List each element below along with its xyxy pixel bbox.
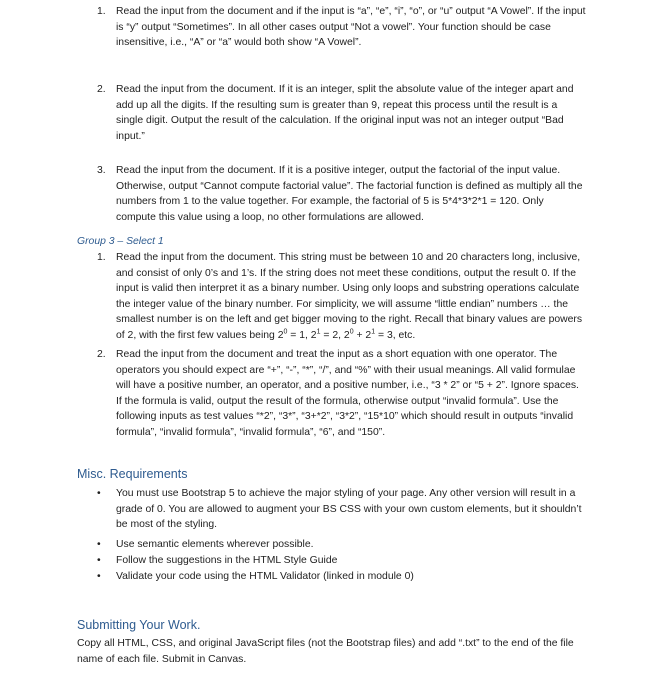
bullet-icon: • — [97, 539, 101, 550]
bullet-icon: • — [97, 571, 101, 582]
bullet-text: Follow the suggestions in the HTML Style Guide — [116, 555, 338, 566]
group2-list — [97, 0, 587, 230]
group3-list — [97, 250, 587, 465]
misc-bullet-list — [97, 486, 587, 586]
submit-text: Copy all HTML, CSS, and original JavaScript files (not the Bootstrap files) and add “.txt” to the end of the file name of each file. Submit in Canvas. — [77, 638, 574, 665]
bullet-icon: • — [97, 488, 101, 499]
group3-heading: Group 3 – Select 1 — [77, 236, 164, 247]
item-text: Read the input from the document. This string must be between 10 and 20 characters long, inclusive, and consist of only 0’s and 1’s. If the string does not meet these conditions, output the result 0. If the input is valid then interpret it as a binary number. Using only loops and substring operations calculate the integer value of the binary number. For simplicity, we will assume “little endian” numbers … the smallest number is on the left and get bigger moving to the right. Recall that binary values are powers of 2, with the first few values being $2^0 = 1$, $2^1 = 2$, $2^0 + 2^1 = 3$, etc. — [116, 252, 583, 341]
item-text: Read the input from the document. If it is a positive integer, output the factorial of the input value. Otherwise, output “Cannot compute factorial value”. The factorial function is defined as multiply all the numbers from 1 to the value together. For example, the factorial of 5 is 5*4*3*2*1 = 120. Only compute this value using a loop, no other formulations are allowed. — [116, 165, 583, 223]
item-number: 2. — [97, 84, 106, 95]
item-text: Read the input from the document and if the input is “a”, “e”, “i”, “o”, or “u” output “A Vowel”. If the input is “y” output “Sometimes”. In all other cases output “Not a vowel”. Your function should be case insensitive, i.e., “A” or “a” would both show “A Vowel”. — [116, 6, 586, 49]
item-text: Read the input from the document. If it is an integer, split the absolute value of the integer apart and add up all the digits. If the resulting sum is greater than 9, repeat this process until the result is a single digit. Output the result of the calculation. If the original input was not an integer output “Bad input.” — [116, 84, 574, 142]
misc-heading: Misc. Requirements — [77, 467, 188, 481]
submit-heading: Submitting Your Work. — [77, 618, 201, 632]
bullet-text: Use semantic elements wherever possible. — [116, 539, 314, 550]
bullet-text: Validate your code using the HTML Validator (linked in module 0) — [116, 571, 414, 582]
bullet-text: You must use Bootstrap 5 to achieve the major styling of your page. Any other version will result in a grade of 0. You are allowed to augment your BS CSS with your own custom elements, but it shouldn’t be most of the styling. — [116, 488, 582, 531]
item-number: 2. — [97, 349, 106, 360]
bullet-icon: • — [97, 555, 101, 566]
item-text: Read the input from the document and treat the input as a short equation with one operator. The operators you should expect are “+”, “-”, “*”, “/”, and “%” with their usual meanings. All valid formulae will have a positive number, an operator, and a positive number, i.e., “3 * 2” or “5 + 2”. Ignore spaces. If the formula is valid, output the result of the formula, otherwise output “invalid formula”. Use the following inputs as test values “*2”, “3*”, “3+*2”, “3*2”, “15*10” which should result in outputs “invalid formula”, “invalid formula”, “invalid formula”, “6”, and “150”. — [116, 349, 579, 438]
item-number: 1. — [97, 6, 106, 17]
item-number: 1. — [97, 252, 106, 263]
item-number: 3. — [97, 165, 106, 176]
